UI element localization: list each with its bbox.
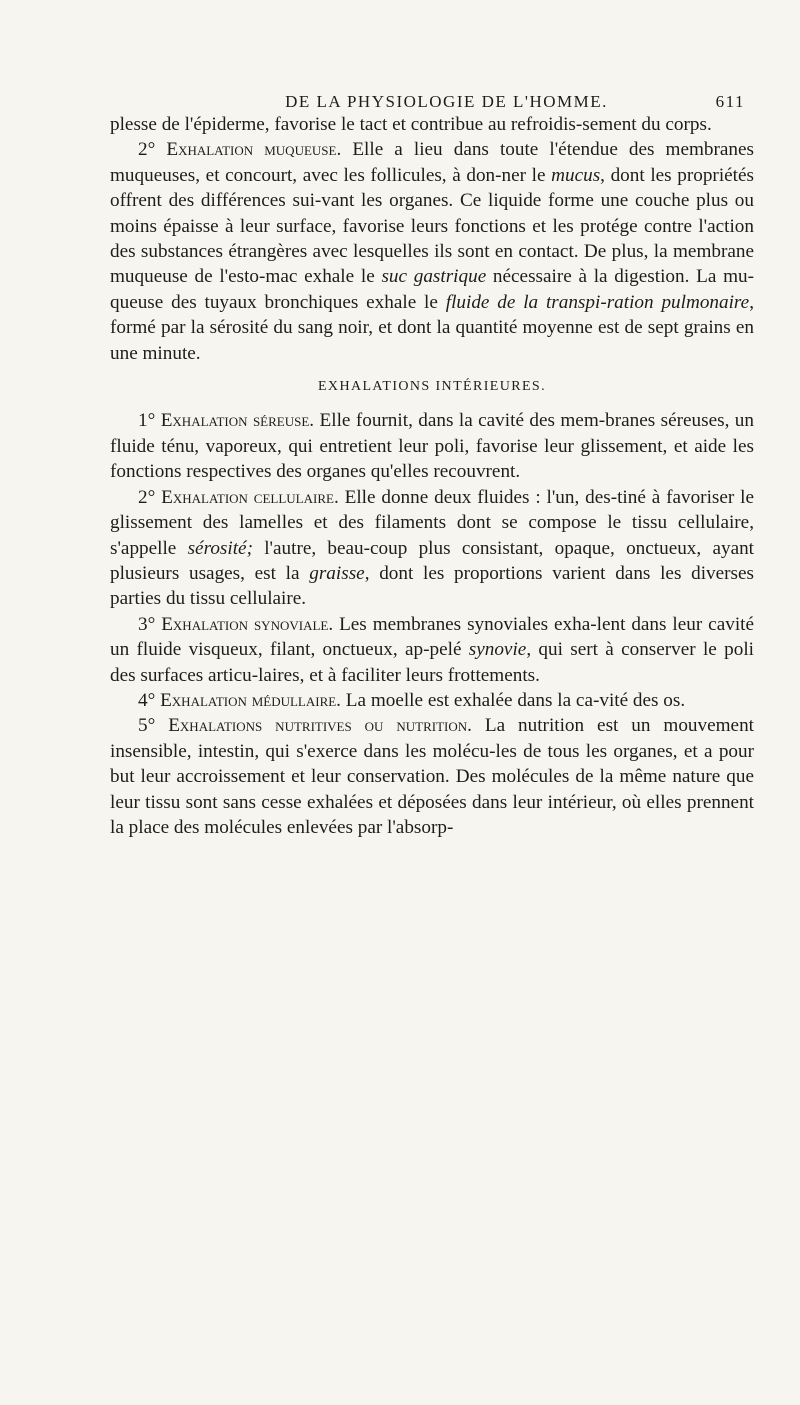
paragraph-run: , dont les propriétés offrent des différences sui-vant les organes. Ce liquide forme une couche plus ou moins épaisse à leur surface, favorise leurs fonctions et les protége contre l'action des substances étrangères avec lesquelles ils sont en contact. De plus, la membrane muqueuse de l'esto-mac exhale le [110, 164, 754, 288]
paragraph-run: La moelle est exhalée dans la ca-vité des os. [340, 689, 686, 711]
paragraph [110, 713, 754, 840]
paragraph-run-title: Exhalations nutritives ou nutrition. [168, 715, 472, 737]
paragraph [110, 612, 754, 688]
paragraph-run: plesse de l'épiderme, favorise le tact et contribue au refroidis-sement du corps. [110, 114, 712, 135]
paragraph [110, 688, 754, 713]
paragraph-run-italic: fluide de la transpi-ration pulmonaire [445, 291, 750, 313]
paragraph-run-title: Exhalation cellulaire. [161, 486, 339, 508]
paragraph-run-title: Exhalation synoviale. [161, 613, 334, 635]
paragraph-run: 5° [138, 715, 169, 737]
paragraph-run: Elle a lieu dans toute l'étendue des membranes muqueuses, et concourt, avec les follicules, à don-ner le [110, 139, 754, 186]
paragraph-run: Elle fournit, dans la cavité des mem-branes séreuses, un fluide ténu, vaporeux, qui entretient leur poli, favorise leur glissement, et aide les fonctions respectives des organes qu'elles recouvrent. [110, 410, 754, 483]
paragraph-run-italic: mucus [551, 164, 601, 186]
paragraph-run-italic: suc gastrique [381, 266, 487, 288]
page-number: 611 [715, 92, 745, 111]
paragraph-run: 3° [138, 613, 162, 635]
paragraph-run: 2° [138, 486, 162, 508]
paragraph-run-italic: synovie [468, 639, 527, 661]
paragraph-run: La nutrition est un mouvement insensible, intestin, qui s'exerce dans les molécu-les de tous les organes, et a pour but leur accroissement et leur conservation. Des molécules de la même nature que leur tissu sont sans cesse exhalées et déposées dans leur intérieur, où elles prennent la place des molécules enlevées par l'absorp- [110, 715, 754, 838]
paragraph-run: , formé par la sérosité du sang noir, et dont la quantité moyenne est de sept grains en une minute. [110, 291, 754, 364]
paragraph-run-title: Exhalation séreuse. [160, 410, 315, 432]
paragraph-run-italic: graisse [309, 562, 365, 584]
paragraph-run: 2° [138, 139, 167, 161]
paragraph-run-title: Exhalation médullaire. [160, 689, 341, 711]
paragraph-run: l'autre, beau-coup plus consistant, opaque, onctueux, ayant plusieurs usages, est la [110, 537, 755, 584]
paragraph [110, 137, 754, 366]
running-title: DE LA PHYSIOLOGIE DE L'HOMME. [285, 92, 608, 111]
body-text [110, 112, 754, 840]
paragraph-run-title: Exhalation muqueuse. [166, 139, 342, 161]
paragraph-run: nécessaire à la digestion. La mu-queuse des tuyaux bronchiques exhale le [110, 266, 754, 313]
paragraph-run: 4° [138, 689, 161, 711]
paragraph-run: , qui sert à conserver le poli des surfaces articu-laires, et à faciliter leurs frottements. [110, 639, 754, 686]
paragraph [110, 485, 754, 612]
paragraph-run: Elle donne deux fluides : l'un, des-tiné à favoriser le glissement des lamelles et des filaments dont se compose le tissu cellulaire, s'appelle [110, 486, 754, 559]
paragraph-run: 1° [138, 410, 161, 432]
paragraph-run-italic: sérosité; [187, 537, 253, 559]
paragraph [110, 408, 754, 484]
paragraph-run: Les membranes synoviales exha-lent dans leur cavité un fluide visqueux, filant, onctueux, ap-pelé [110, 613, 754, 661]
paragraph-run: , dont les proportions varient dans les diverses parties du tissu cellulaire. [110, 562, 754, 610]
section-heading: EXHALATIONS INTÉRIEURES. [317, 379, 547, 395]
paragraph-continuation [110, 112, 754, 137]
